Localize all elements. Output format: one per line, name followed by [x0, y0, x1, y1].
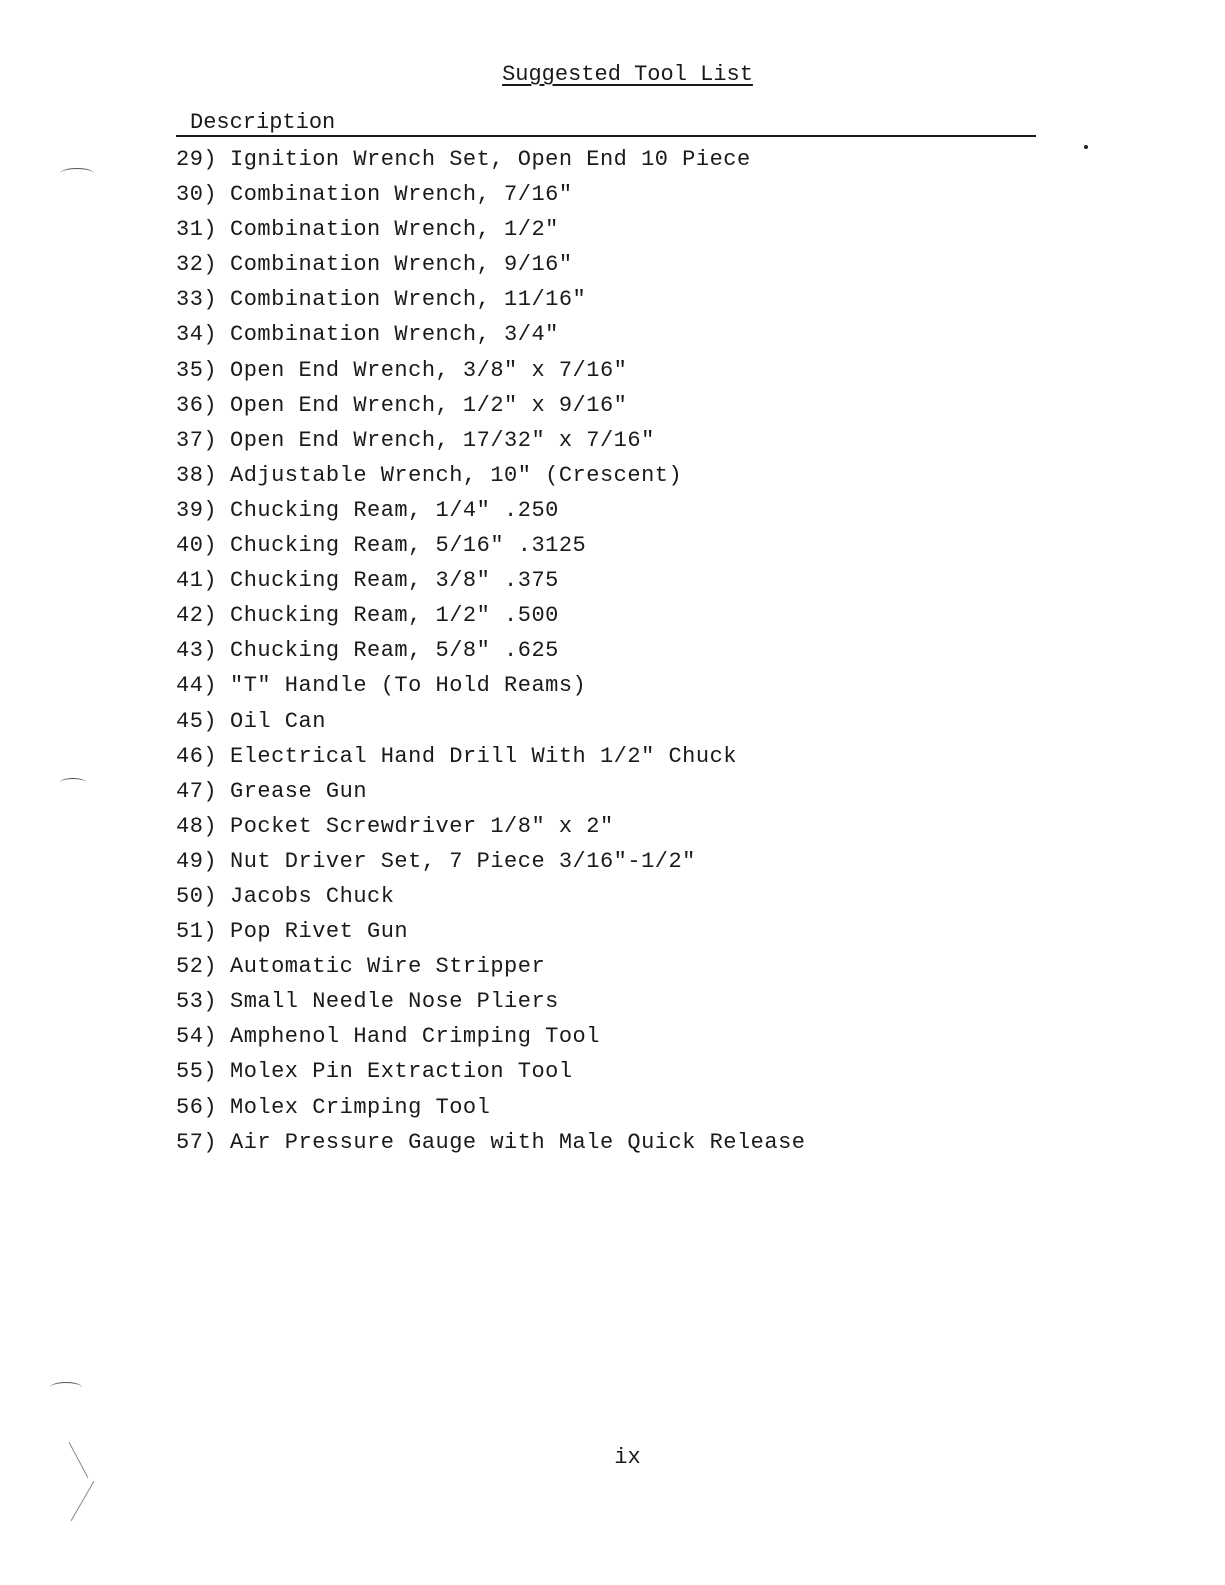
item-description: Adjustable Wrench, 10" (Crescent)	[230, 462, 683, 488]
list-item	[176, 177, 806, 212]
item-number: 32)	[176, 252, 218, 278]
list-item	[176, 528, 806, 563]
item-number: 30)	[176, 182, 218, 208]
item-number: 34)	[176, 322, 218, 348]
item-number: 37)	[176, 427, 218, 453]
list-item	[176, 668, 806, 703]
item-description: Molex Pin Extraction Tool	[230, 1059, 573, 1085]
list-item	[176, 353, 806, 388]
list-item	[176, 598, 806, 633]
item-description: Open End Wrench, 1/2" x 9/16"	[230, 392, 628, 418]
list-item	[176, 809, 806, 844]
item-number: 35)	[176, 357, 218, 383]
list-item	[176, 317, 806, 352]
item-description: Automatic Wire Stripper	[230, 954, 546, 980]
list-item	[176, 142, 806, 177]
item-number: 39)	[176, 497, 218, 523]
item-description: Open End Wrench, 3/8" x 7/16"	[230, 357, 628, 383]
item-number: 48)	[176, 813, 218, 839]
list-item	[176, 458, 806, 493]
item-number: 55)	[176, 1059, 218, 1085]
list-item	[176, 1054, 806, 1089]
page-number: ix	[614, 1445, 641, 1470]
item-number: 41)	[176, 568, 218, 594]
item-number: 31)	[176, 217, 218, 243]
item-number: 46)	[176, 743, 218, 769]
item-description: Grease Gun	[230, 778, 368, 804]
list-item	[176, 633, 806, 668]
item-number: 50)	[176, 883, 218, 909]
header-rule	[176, 135, 1036, 137]
list-item	[176, 563, 806, 598]
item-number: 36)	[176, 392, 218, 418]
list-item	[176, 739, 806, 774]
item-number: 51)	[176, 919, 218, 945]
item-description: Oil Can	[230, 708, 326, 734]
item-description: Chucking Ream, 5/8" .625	[230, 638, 559, 664]
item-description: Chucking Ream, 1/2" .500	[230, 603, 559, 629]
item-description: Jacobs Chuck	[230, 883, 395, 909]
item-description: Combination Wrench, 3/4"	[230, 322, 559, 348]
item-number: 40)	[176, 533, 218, 559]
item-number: 47)	[176, 778, 218, 804]
list-item	[176, 1125, 806, 1160]
list-item	[176, 984, 806, 1019]
list-item	[176, 1090, 806, 1125]
list-item	[176, 949, 806, 984]
binder-hole-mark-middle	[60, 778, 86, 787]
page-title	[0, 60, 1225, 90]
page-title-text: Suggested Tool List	[502, 62, 753, 87]
tool-list	[176, 142, 806, 1160]
item-number: 44)	[176, 673, 218, 699]
list-item	[176, 704, 806, 739]
item-description: Molex Crimping Tool	[230, 1094, 491, 1120]
column-header-description: Description	[190, 110, 336, 135]
list-item	[176, 388, 806, 423]
item-number: 53)	[176, 989, 218, 1015]
list-item	[176, 844, 806, 879]
item-number: 29)	[176, 147, 218, 172]
scan-speck	[1084, 145, 1088, 149]
item-number: 42)	[176, 603, 218, 629]
item-description: Amphenol Hand Crimping Tool	[230, 1024, 600, 1050]
item-description: Air Pressure Gauge with Male Quick Release	[230, 1129, 806, 1155]
item-description: Pop Rivet Gun	[230, 919, 409, 945]
binder-hole-mark-bottom	[50, 1382, 82, 1393]
item-number: 43)	[176, 638, 218, 664]
item-description: Chucking Ream, 3/8" .375	[230, 568, 559, 594]
list-item	[176, 914, 806, 949]
list-item	[176, 282, 806, 317]
list-item	[176, 1019, 806, 1054]
list-item	[176, 212, 806, 247]
item-description: Chucking Ream, 1/4" .250	[230, 497, 559, 523]
list-item	[176, 247, 806, 282]
item-description: Open End Wrench, 17/32" x 7/16"	[230, 427, 655, 453]
list-item	[176, 774, 806, 809]
item-description: "T" Handle (To Hold Reams)	[230, 673, 587, 699]
item-description: Combination Wrench, 11/16"	[230, 287, 587, 313]
item-description: Pocket Screwdriver 1/8" x 2"	[230, 813, 614, 839]
item-number: 49)	[176, 848, 218, 874]
item-number: 38)	[176, 462, 218, 488]
list-item	[176, 493, 806, 528]
item-number: 56)	[176, 1094, 218, 1120]
item-description: Combination Wrench, 9/16"	[230, 252, 573, 278]
item-number: 52)	[176, 954, 218, 980]
list-item	[176, 423, 806, 458]
item-number: 33)	[176, 287, 218, 313]
item-description: Chucking Ream, 5/16" .3125	[230, 533, 587, 559]
item-description: Combination Wrench, 1/2"	[230, 217, 559, 243]
item-number: 45)	[176, 708, 218, 734]
binder-hole-mark-top	[60, 168, 94, 179]
item-number: 54)	[176, 1024, 218, 1050]
item-description: Ignition Wrench Set, Open End 10 Piece	[230, 147, 751, 172]
list-item	[176, 879, 806, 914]
item-description: Nut Driver Set, 7 Piece 3/16"-1/2"	[230, 848, 696, 874]
scan-edge-stroke	[71, 1481, 95, 1521]
item-description: Combination Wrench, 7/16"	[230, 182, 573, 208]
item-number: 57)	[176, 1129, 218, 1155]
item-description: Electrical Hand Drill With 1/2" Chuck	[230, 743, 737, 769]
item-description: Small Needle Nose Pliers	[230, 989, 559, 1015]
